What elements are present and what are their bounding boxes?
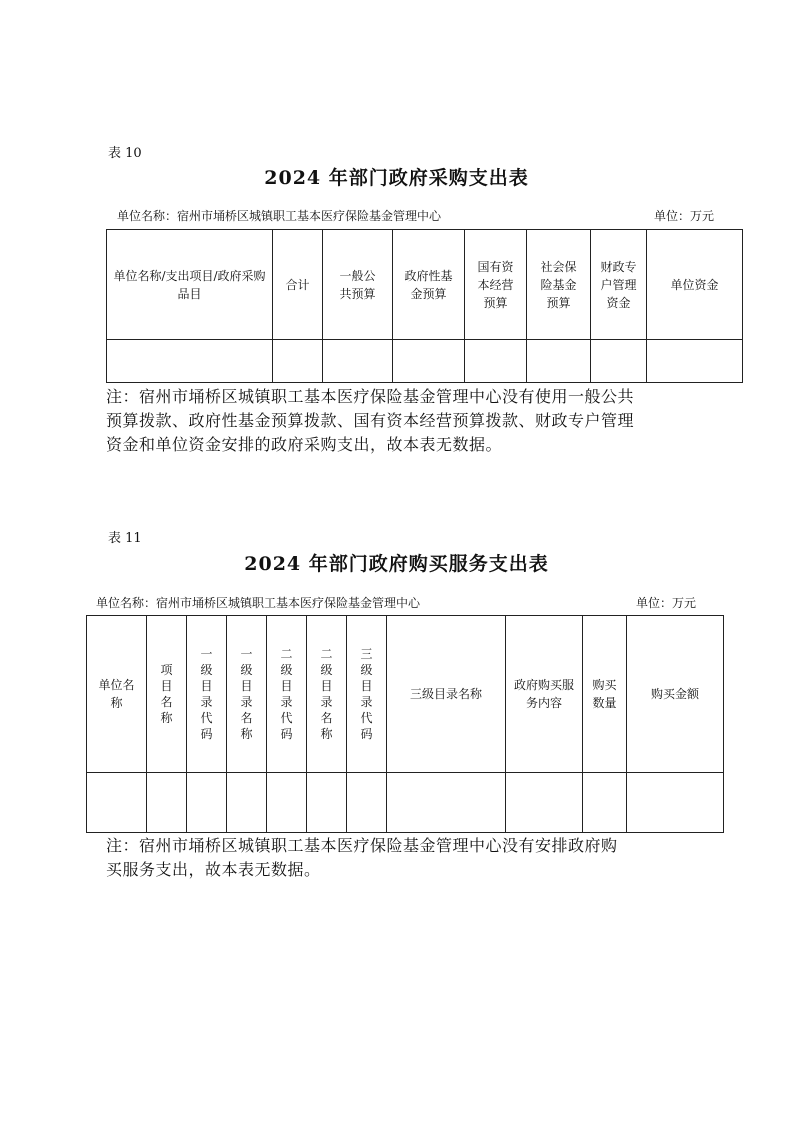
table-cell (591, 340, 647, 383)
table-cell (347, 773, 387, 833)
table-cell (387, 773, 506, 833)
table11-header-level1-name: 一 级 目 录 名 称 (227, 616, 267, 773)
note-line: 注：宿州市埇桥区城镇职工基本医疗保险基金管理中心没有安排政府购 (106, 836, 618, 855)
table-cell (393, 340, 465, 383)
table11-header-row (87, 616, 724, 773)
table-cell (647, 340, 743, 383)
table11-header-level2-code: 二 级 目 录 代 码 (267, 616, 307, 773)
note-line: 买服务支出，故本表无数据。 (106, 860, 321, 879)
table10-header-total: 合计 (273, 230, 323, 340)
table-cell (465, 340, 527, 383)
table-cell (227, 773, 267, 833)
table10-header-state-capital: 国有资本经营预算 (465, 230, 527, 340)
table-cell (107, 340, 273, 383)
table11-unit: 单位：万元 (636, 596, 697, 610)
table11 (86, 615, 724, 833)
note-line: 注：宿州市埇桥区城镇职工基本医疗保险基金管理中心没有使用一般公共 (106, 387, 635, 406)
table10-title: 2024 年部门政府采购支出表 (264, 167, 529, 189)
table10-header-special-account: 财政专户管理资金 (591, 230, 647, 340)
table11-header-level3-code: 三 级 目 录 代 码 (347, 616, 387, 773)
table11-header-level1-code: 一 级 目 录 代 码 (187, 616, 227, 773)
table11-header-level2-name: 二 级 目 录 名 称 (307, 616, 347, 773)
table10-header-general-budget: 一般公共预算 (323, 230, 393, 340)
table11-header-level3-name: 三级目录名称 (387, 616, 506, 773)
table10-note (106, 385, 634, 457)
table10-empty-row (107, 340, 743, 383)
table11-unit-name: 单位名称：宿州市埇桥区城镇职工基本医疗保险基金管理中心 (96, 596, 421, 610)
table10 (106, 229, 743, 383)
table-cell (323, 340, 393, 383)
table11-title: 2024 年部门政府购买服务支出表 (244, 553, 549, 575)
table10-header-row (107, 230, 743, 340)
note-line: 资金和单位资金安排的政府采购支出，故本表无数据。 (106, 435, 503, 454)
table10-header-unit-funds: 单位资金 (647, 230, 743, 340)
table11-header-quantity: 购买数量 (583, 616, 627, 773)
table-cell (583, 773, 627, 833)
table11-header-amount: 购买金额 (627, 616, 724, 773)
table-cell (267, 773, 307, 833)
table-cell (506, 773, 583, 833)
table-cell (187, 773, 227, 833)
note-line: 预算拨款、政府性基金预算拨款、国有资本经营预算拨款、财政专户管理 (106, 411, 635, 430)
table10-unit-name: 单位名称：宿州市埇桥区城镇职工基本医疗保险基金管理中心 (117, 209, 442, 223)
table10-label: 表 10 (108, 146, 142, 161)
table10-header-unit-project: 单位名称/支出项目/政府采购品目 (107, 230, 273, 340)
table11-header-unit-name: 单位名称 (87, 616, 147, 773)
table11-note (106, 834, 618, 882)
table-cell (627, 773, 724, 833)
table-cell (527, 340, 591, 383)
table-cell (147, 773, 187, 833)
table10-header-gov-fund: 政府性基金预算 (393, 230, 465, 340)
table11-label: 表 11 (108, 531, 142, 546)
table10-header-social-insurance: 社会保险基金预算 (527, 230, 591, 340)
table-cell (273, 340, 323, 383)
table11-empty-row (87, 773, 724, 833)
table-cell (87, 773, 147, 833)
table-cell (307, 773, 347, 833)
table11-header-project-name: 项 目 名 称 (147, 616, 187, 773)
table10-unit: 单位：万元 (654, 209, 715, 223)
table11-header-service-content: 政府购买服务内容 (506, 616, 583, 773)
